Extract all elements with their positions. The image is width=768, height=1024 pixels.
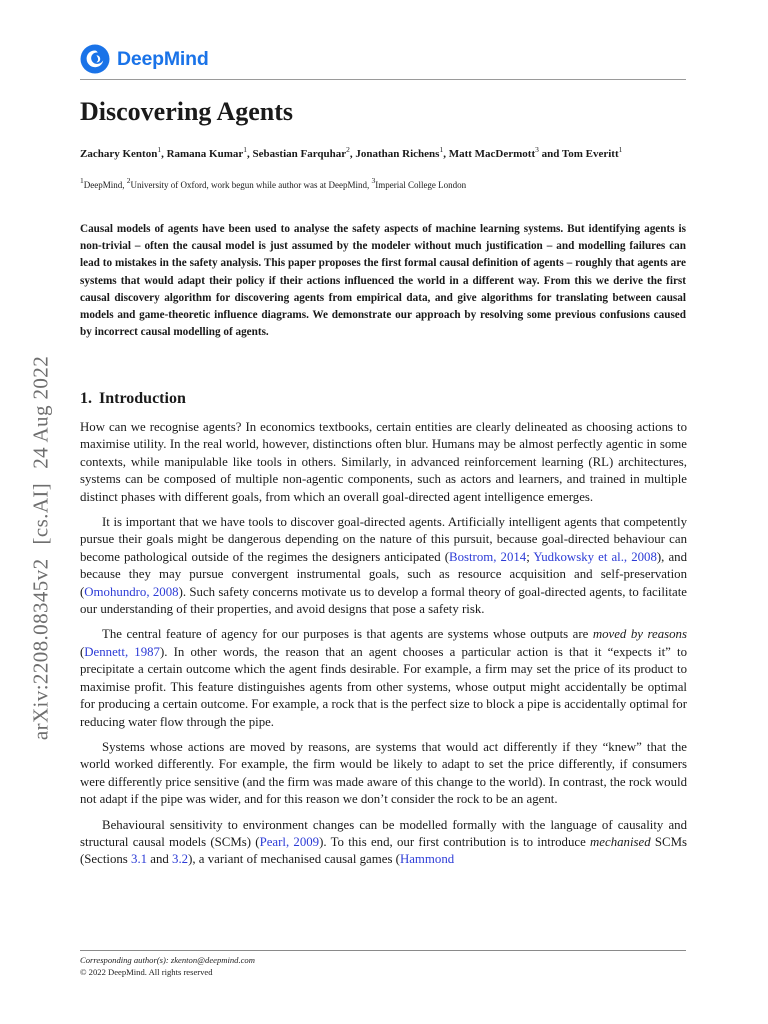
section-heading-introduction [80, 389, 186, 409]
paper-title: Discovering Agents [80, 97, 294, 126]
author: Matt MacDermott$^3$ and [448, 145, 562, 160]
author: Zachary Kenton$^1$, [80, 145, 167, 160]
paragraph: It is important that we have tools to discover goal-directed agents. Artificially intelligent agents that competently pursue their goals might be dangerous depending on the nature of this pursuit, because goal-directed behaviour can become pathological outside of the regimes the designers anticipated (Bostrom, 2014; Yudkowsky et al., 2008), and because they may pursue convergent instrumental goals, such as resource acquisition and self-preservation (Omohundro, 2008). Such safety concerns motivate us to develop a formal theory of goal-directed agents, to facilitate our understanding of their properties, and avoid designs that pose a safety risk. [80, 515, 688, 617]
section-title: Introduction [99, 390, 186, 407]
section-reference-link[interactable]: 3.2 [172, 852, 189, 867]
citation-link[interactable]: Omohundro, 2008 [84, 584, 179, 599]
citation-link[interactable]: Dennett, 1987 [84, 644, 160, 659]
affiliation-list [80, 178, 686, 192]
paragraph: How can we recognise agents? In economics textbooks, certain entities are clearly delineated as choosing actions to maximise utility. In the real world, however, distinctions often blur. Humans may be almost perfectly agentic in some contexts, while manipulable like tools in others. Similarly, in advanced reinforcement learning (RL) architectures, systems can be composed of multiple non-agentic components, such as actors and learners, and trained in multiple distinct phases with different goals, from which an overall goal-directed agent intelligence emerges. [80, 420, 687, 504]
affiliation: $^1$DeepMind, [80, 176, 127, 190]
citation-link[interactable]: Bostrom, 2014 [449, 549, 527, 564]
section-number: 1. [80, 390, 92, 407]
corresponding-author: Corresponding author(s): zkenton@deepmind.com [80, 955, 255, 965]
footer [80, 954, 255, 978]
footer-divider [80, 950, 686, 951]
author: Jonathan Richens$^1$, [355, 145, 449, 160]
paragraph: The central feature of agency for our purposes is that agents are systems whose outputs are moved by reasons (Dennett, 1987). In other words, the reason that an agent chooses a particular action is that it “expects it” to precipitate a certain outcome which the agent finds desirable. For example, a firm may set the price of its product to maximise profit. This feature distinguishes agents from other systems, whose output might accidentally be optimal for producing a certain outcome. For example, a rock that is the perfect size to block a pipe is accidentally optimal for reducing water flow through the pipe. [80, 627, 687, 729]
paragraph: Behavioural sensitivity to environment changes can be modelled formally with the language of causality and structural causal models (SCMs) (Pearl, 2009). To this end, our first contribution is to introduce mechanised SCMs (Sections 3.1 and 3.2), a variant of mechanised causal games (Hammond [80, 817, 688, 867]
author: Tom Everitt$^1$ [561, 145, 623, 160]
deepmind-logo-icon [80, 44, 110, 74]
affiliation: $^3$Imperial College London [371, 176, 467, 190]
citation-link[interactable]: Pearl, 2009 [259, 834, 320, 849]
author: Sebastian Farquhar$^2$, [252, 145, 356, 160]
introduction-body [80, 419, 687, 877]
citation-link[interactable]: Yudkowsky et al., 2008 [533, 549, 657, 564]
deepmind-logo [80, 44, 209, 74]
arxiv-date: 24 Aug 2022 [28, 355, 53, 469]
arxiv-id[interactable]: arXiv:2208.08345v2 [28, 558, 53, 741]
author: Ramana Kumar$^1$, [166, 145, 253, 160]
citation-link[interactable]: Hammond [399, 852, 455, 867]
author-list [80, 146, 686, 162]
paragraph: Systems whose actions are moved by reasons, are systems that would act differently if they “knew” that the world worked differently. For example, the firm would be likely to adapt to set the price differently, if consumers were differently price sensitive (and the firm was made aware of this change to the world). In contrast, the rock would not adapt if the pipe was wider, and for this reason we don’t consider the rock to be an agent. [80, 739, 687, 807]
copyright: © 2022 DeepMind. All rights reserved [80, 967, 213, 977]
header-divider [80, 79, 686, 80]
affiliation: $^2$University of Oxford, work begun while author was at DeepMind, [126, 176, 372, 190]
arxiv-category: [cs.AI] [28, 482, 53, 545]
brand-name: DeepMind [117, 47, 209, 70]
abstract: Causal models of agents have been used to analyse the safety aspects of machine learning systems. But identifying agents is non-trivial – often the causal model is just assumed by the modeler without much justification – and modelling failures can lead to mistakes in the safety analysis. This paper proposes the first formal causal definition of agents – roughly that agents are systems that would adapt their policy if their actions influenced the world in a different way. From this we derive the first causal discovery algorithm for discovering agents from empirical data, and give algorithms for translating between causal models and game-theoretic influence diagrams. We demonstrate our approach by resolving some previous confusions caused by incorrect causal modelling of agents. [80, 223, 686, 339]
section-reference-link[interactable]: 3.1 [131, 852, 148, 867]
